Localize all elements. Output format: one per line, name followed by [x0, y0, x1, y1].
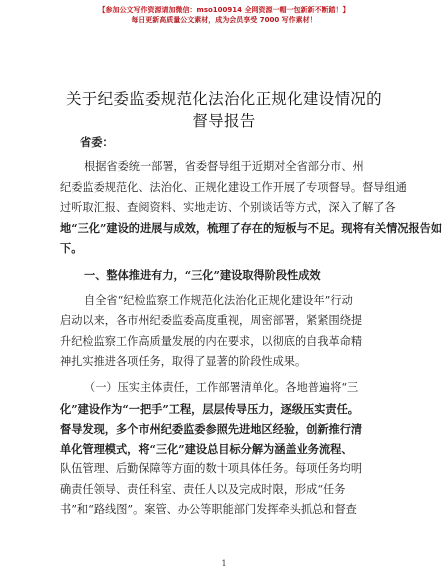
paragraph-intro — [60, 157, 444, 258]
paragraph-line: 单化管理模式，将“三化”建设总目标分解为涵盖业务流程、 — [60, 442, 353, 457]
paragraph-line: 自全省“纪检监察工作规范化法治化正规化建设年”行动 — [84, 294, 353, 308]
paragraph-line: 过听取汇报、查阅资料、实地走访、个别谈话等方式，深入了解了各 — [60, 200, 396, 214]
paragraph-line: 化”建设作为“一把手”工程，层层传导压力，逐级压实责任。 — [60, 401, 359, 416]
title-line-1: 关于纪委监委规范化法治化正规化建设情况的 — [65, 90, 382, 108]
paragraph-line: 启动以来，各市州纪委监委高度重视，周密部署，紧紧围绕提 — [60, 314, 363, 328]
paragraph-line: 根据省委统一部署，省委督导组于近期对全省部分市、州 — [84, 160, 364, 174]
paragraph-line: 地“三化”建设的进展与成效，梳理了存在的短板与不足。现将有关情况报告如 — [60, 221, 443, 236]
banner-line-2: 每日更新高质量公文素材，成为会员享受 7000 写作素材！ — [131, 16, 317, 24]
banner-line-1: 【参加公文写作资源请加微信：mso100914 全网资源一帽一包新新不断踏！】 — [98, 6, 350, 14]
paragraph-line: 升纪检监察工作高质量发展的内在要求，以彻底的自我革命精 — [60, 334, 363, 348]
paragraph-line: 书”和“路线图”。案管、办公等职能部门发挥牵头抓总和督查 — [60, 503, 357, 517]
title-line-2: 督导报告 — [192, 112, 256, 130]
paragraph-line: 下。 — [60, 241, 83, 256]
document-title — [0, 88, 448, 132]
paragraph-line: 确责任领导、责任科室、责任人以及完成时限，形成“任务 — [60, 482, 346, 496]
paragraph-line: 队伍管理、后勤保障等方面的数十项具体任务。每项任务均明 — [60, 462, 363, 476]
promo-banner — [0, 5, 448, 25]
page-number: 1 — [221, 559, 227, 568]
paragraph-line: （一）压实主体责任，工作部署清单化。各地普遍将“三 — [84, 381, 359, 395]
paragraph-line: 纪委监委规范化、法治化、正规化建设工作开展了专项督导。督导组通 — [60, 180, 407, 194]
salutation: 省委： — [80, 135, 114, 149]
paragraph-overview — [60, 291, 444, 372]
document-body — [60, 132, 444, 520]
paragraph-line: 督导发现，多个市州纪委监委参照先进地区经验，创新推行清 — [60, 421, 363, 436]
section-heading-1: 一、整体推进有力，“三化”建设取得阶段性成效 — [84, 267, 321, 282]
paragraph-line: 神扎实推进各项任务，取得了显著的阶段性成果。 — [60, 354, 307, 368]
paragraph-responsibility — [60, 378, 444, 520]
